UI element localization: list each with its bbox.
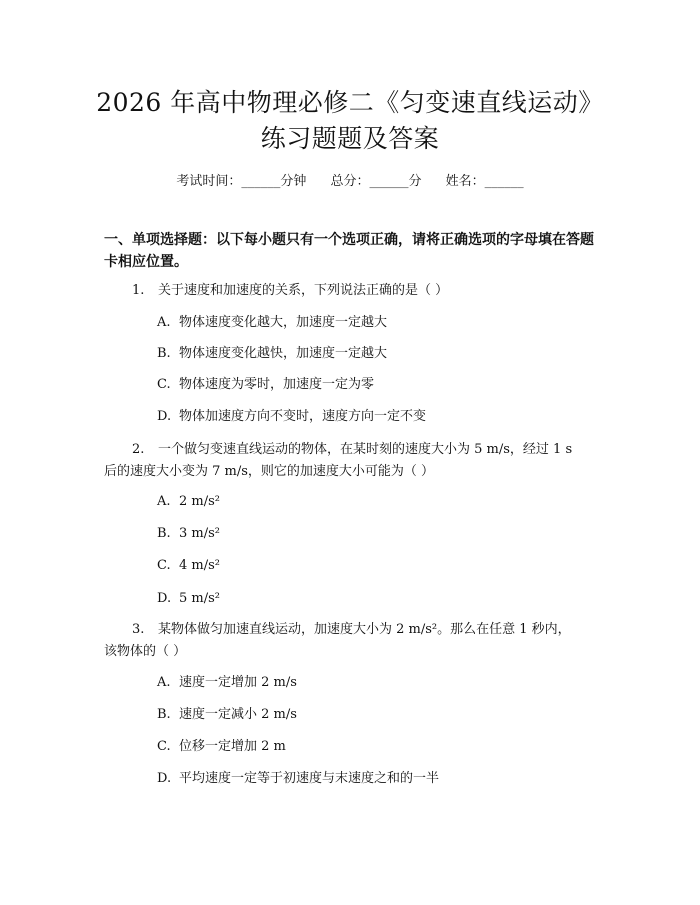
- document-title-line-2: 练习题题及答案: [260, 124, 440, 153]
- student-name-field: 姓名：______: [445, 174, 524, 189]
- question-stem-line-1: 关于速度和加速度的关系，下列说法正确的是（ ）: [158, 283, 449, 298]
- question-stem-line-2: 后的速度大小变为 7 m/s，则它的加速度大小可能为（ ）: [104, 464, 435, 479]
- option-label: C.: [157, 377, 171, 392]
- document-title-line-1: 2026 年高中物理必修二《匀变速直线运动》: [96, 88, 604, 117]
- section-heading-line-1: 一、单项选择题：以下每小题只有一个选项正确，请将正确选项的字母填在答题: [104, 232, 594, 248]
- question-number: 2.: [132, 442, 145, 457]
- question-1-option-c: [157, 375, 374, 395]
- section-heading: [104, 229, 600, 273]
- option-label: D.: [157, 771, 172, 786]
- option-label: B.: [157, 346, 171, 361]
- option-label: D.: [157, 591, 172, 606]
- option-text: 物体加速度方向不变时，速度方向一定不变: [179, 409, 427, 424]
- option-text: 物体速度变化越大，加速度一定越大: [179, 315, 388, 330]
- option-text: 速度一定减小 2 m/s: [179, 707, 297, 722]
- question-3-option-d: [157, 769, 439, 789]
- exam-info-line: [0, 170, 700, 189]
- option-label: A.: [157, 494, 171, 509]
- option-label: C.: [157, 558, 171, 573]
- exam-time-field: 考试时间：______分钟: [176, 174, 307, 189]
- option-label: A.: [157, 315, 171, 330]
- option-text: 5 m/s²: [179, 591, 220, 606]
- option-label: C.: [157, 739, 171, 754]
- question-2-option-b: [157, 524, 220, 544]
- question-3-option-b: [157, 705, 297, 725]
- option-text: 速度一定增加 2 m/s: [179, 675, 297, 690]
- question-number: 3.: [132, 622, 145, 637]
- question-1: [104, 280, 600, 302]
- question-3: [104, 619, 600, 663]
- question-number: 1.: [132, 283, 145, 298]
- option-text: 平均速度一定等于初速度与末速度之和的一半: [179, 771, 440, 786]
- question-1-option-a: [157, 313, 387, 333]
- question-1-option-d: [157, 407, 426, 427]
- question-stem-line-1: 一个做匀变速直线运动的物体，在某时刻的速度大小为 5 m/s，经过 1 s: [158, 442, 573, 457]
- option-label: B.: [157, 526, 171, 541]
- question-1-option-b: [157, 344, 387, 364]
- option-text: 位移一定增加 2 m: [179, 739, 286, 754]
- question-3-option-a: [157, 673, 297, 693]
- question-2-option-c: [157, 556, 220, 576]
- question-3-option-c: [157, 737, 286, 757]
- option-label: A.: [157, 675, 171, 690]
- option-text: 2 m/s²: [179, 494, 220, 509]
- section-heading-line-2: 卡相应位置。: [104, 254, 188, 270]
- question-stem-line-2: 该物体的（ ）: [104, 644, 187, 659]
- question-2: [104, 439, 600, 483]
- question-stem-line-1: 某物体做匀加速直线运动，加速度大小为 2 m/s²。那么在任意 1 秒内，: [158, 622, 571, 637]
- option-label: B.: [157, 707, 171, 722]
- option-text: 物体速度变化越快，加速度一定越大: [179, 346, 388, 361]
- option-text: 3 m/s²: [179, 526, 220, 541]
- question-2-option-a: [157, 492, 220, 512]
- option-text: 4 m/s²: [179, 558, 220, 573]
- option-label: D.: [157, 409, 172, 424]
- total-score-field: 总分：______分: [330, 174, 422, 189]
- option-text: 物体速度为零时，加速度一定为零: [179, 377, 375, 392]
- question-2-option-d: [157, 589, 220, 609]
